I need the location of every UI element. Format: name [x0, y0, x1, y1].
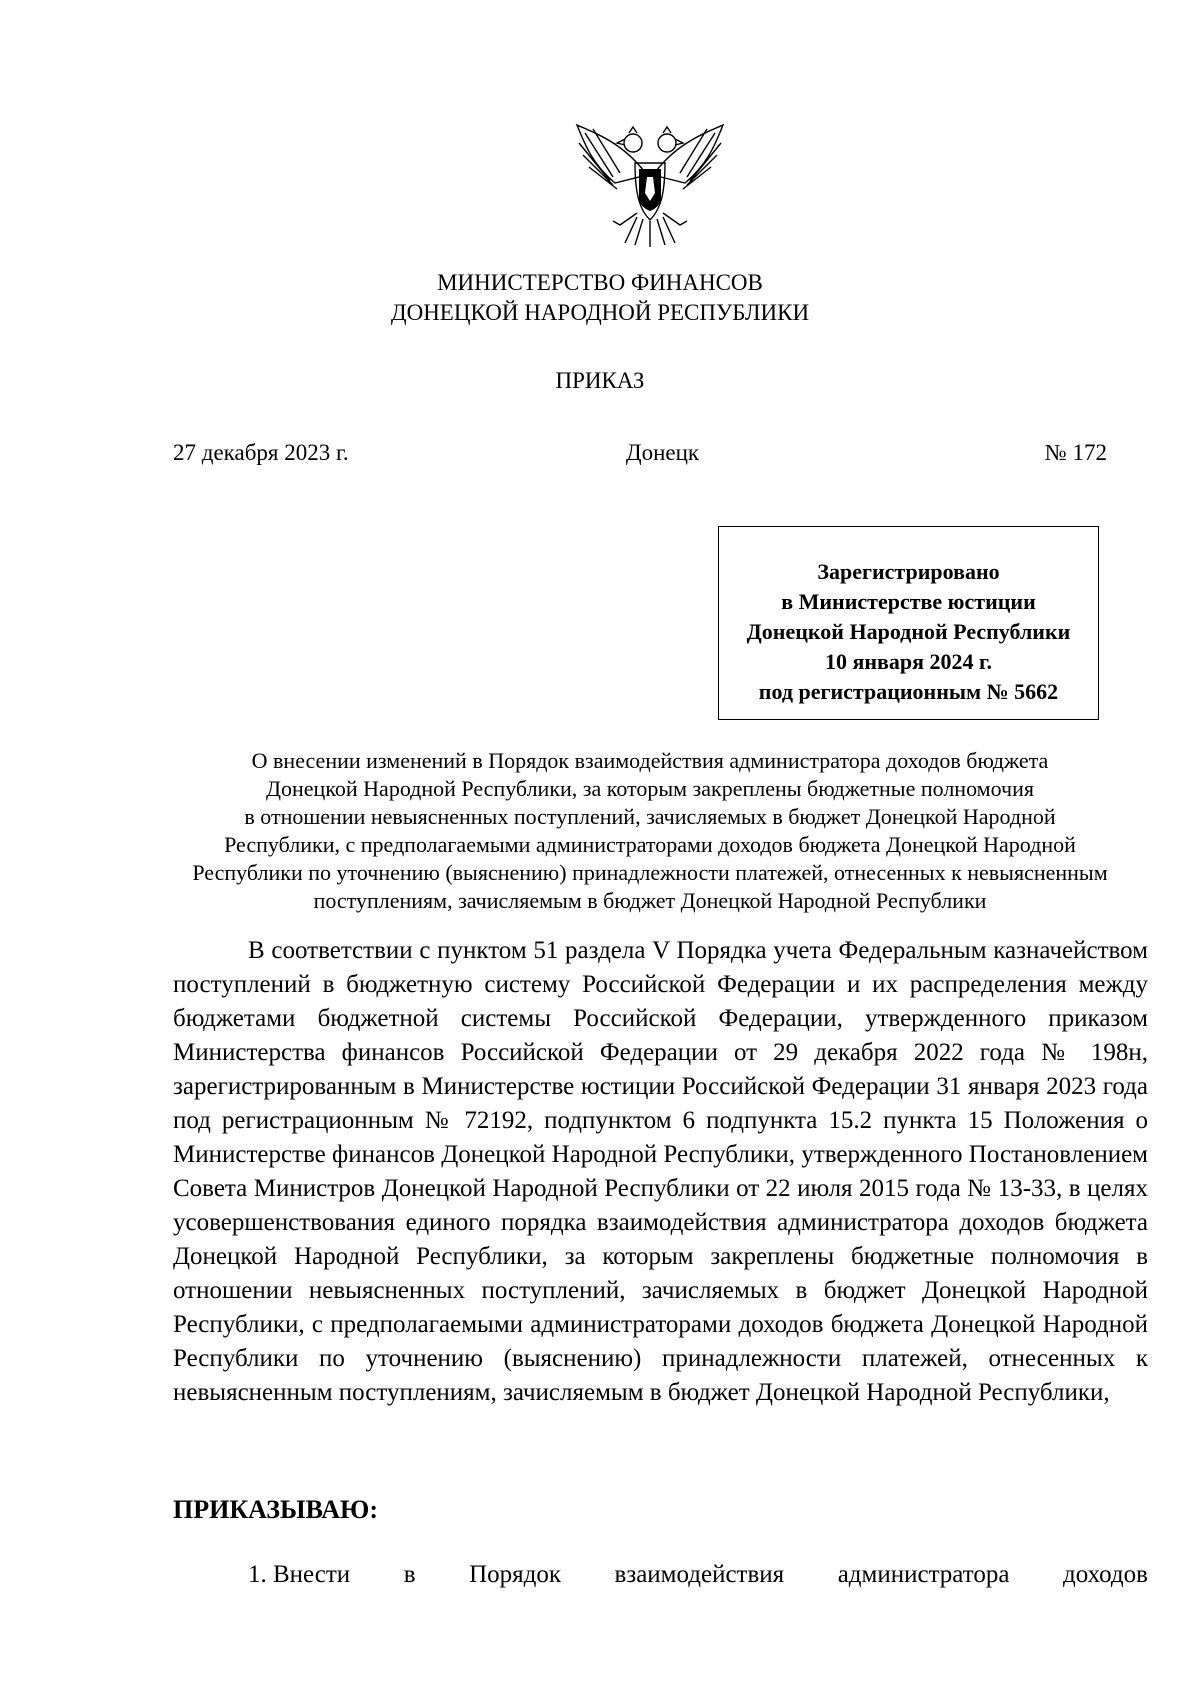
item-1-word: в — [403, 1561, 416, 1588]
item-1-word: взаимодействия — [614, 1561, 785, 1588]
registration-line-5: под регистрационным № 5662 — [758, 679, 1059, 704]
ministry-line-1: МИНИСТЕРСТВО ФИНАНСОВ — [437, 270, 763, 295]
registration-line-3: Донецкой Народной Республики — [746, 619, 1071, 644]
item-1-word: 1. Внести — [248, 1561, 351, 1588]
registration-line-1: Зарегистрировано — [817, 559, 1000, 584]
registration-stamp — [718, 526, 1099, 720]
order-date: 27 декабря 2023 г. — [173, 440, 349, 465]
subject-line-5: Республики по уточнению (выяснению) принадлежности платежей, отнесенных к невыясненным — [192, 860, 1108, 885]
order-number: № 172 — [1044, 440, 1107, 465]
subject-line-4: Республики, с предполагаемыми администраторами доходов бюджета Донецкой Народной — [224, 832, 1076, 857]
ministry-name — [0, 268, 1200, 328]
item-1-word: администратора — [837, 1561, 1010, 1588]
subject-line-2: Донецкой Народной Республики, за которым закреплены бюджетные полномочия — [266, 776, 1034, 801]
preamble-paragraph: В соответствии с пунктом 51 раздела V Порядка учета Федеральным казначейством поступлений в бюджетную систему Российской Федерации и их распределения между бюджетами бюджетной системы Российской Федерации, утвержденного приказом Министерства финансов Российской Федерации от 29 декабря 2022 года № 198н, зарегистрированным в Министерстве юстиции Российской Федерации 31 января 2023 года под регистрационным № 72192, подпунктом 6 подпункта 15.2 пункта 15 Положения о Министерстве финансов Донецкой Народной Республики, утвержденного Постановлением Совета Министров Донецкой Народной Республики от 22 июля 2015 года № 13-33, в целях усовершенствования единого порядка взаимодействия администратора доходов бюджета Донецкой Народной Республики, за которым закреплены бюджетные полномочия в отношении невыясненных поступлений, зачисляемых в бюджет Донецкой Народной Республики, с предполагаемыми администраторами доходов бюджета Донецкой Народной Республики по уточнению (выяснению) принадлежности платежей, отнесенных к невыясненным поступлениям, зачисляемым в бюджет Донецкой Народной Республики, — [173, 937, 1148, 1406]
order-subject — [160, 747, 1140, 915]
ministry-line-2: ДОНЕЦКОЙ НАРОДНОЙ РЕСПУБЛИКИ — [390, 300, 810, 325]
order-city: Донецк — [625, 440, 700, 465]
registration-line-2: в Министерстве юстиции — [781, 589, 1036, 614]
item-1-first-line — [248, 1561, 1148, 1589]
item-1-word: доходов — [1062, 1561, 1148, 1588]
subject-line-3: в отношении невыясненных поступлений, зачисляемых в бюджет Донецкой Народной — [244, 804, 1056, 829]
registration-line-4: 10 января 2024 г. — [824, 649, 993, 674]
subject-line-6: поступлениям, зачисляемым в бюджет Донецкой Народной Республики — [313, 888, 987, 913]
double-headed-eagle-emblem-icon — [565, 105, 735, 255]
document-type: ПРИКАЗ — [555, 368, 645, 393]
order-directive-word: ПРИКАЗЫВАЮ: — [173, 1495, 378, 1524]
subject-line-1: О внесении изменений в Порядок взаимодействия администратора доходов бюджета — [251, 748, 1049, 773]
item-1-word: Порядок — [469, 1561, 561, 1588]
